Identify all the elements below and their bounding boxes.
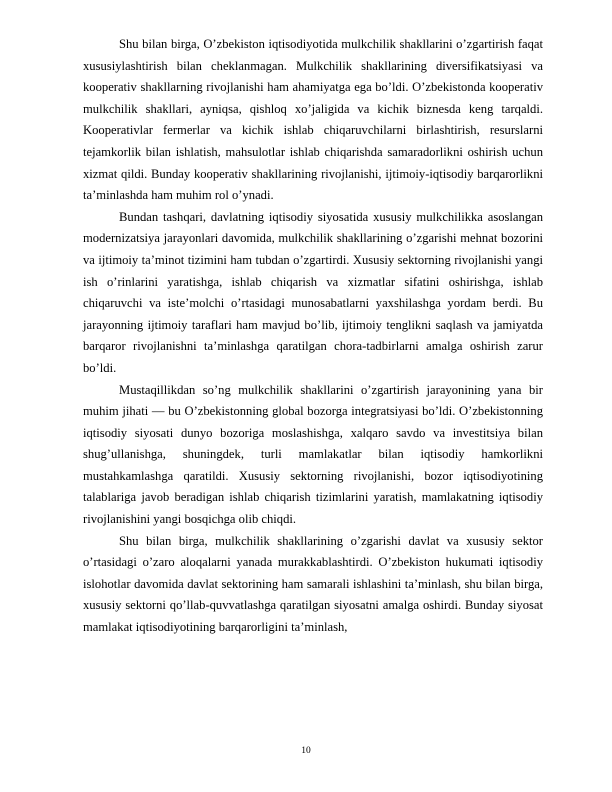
paragraph-3: Mustaqillikdan so’ng mulkchilik shakllarini o’zgartirish jarayonining yana bir muhim jihati — bu O’zbekistonning global bozorga integratsiyasi bo’ldi. O’zbekistonning iqtisodiy siyosati dunyo bozoriga moslashishga, xalqaro savdo va investitsiya bilan shug’ullanishga, shuningdek, turli mamlakatlar bilan iqtisodiy hamkorlikni mustahkamlashga qaratildi. Xususiy sektorning rivojlanishi, bozor iqtisodiyotining talablariga javob beradigan ishlab chiqarish tizimlarini yaratish, mamlakatning iqtisodiy rivojlanishini yangi bosqichga olib chiqdi. [83, 382, 543, 527]
page-number: 10 [301, 746, 311, 756]
paragraph-4: Shu bilan birga, mulkchilik shakllarining o’zgarishi davlat va xususiy sektor o’rtasidagi o’zaro aloqalarni yanada murakkablashtirdi. O’zbekiston hukumati iqtisodiy islohotlar davomida davlat sektorining ham samarali ishlashini ta’minlash, shu bilan birga, xususiy sektorni qo’llab-quvvatlashga qaratilgan siyosatni amalga oshirdi. Bunday siyosat mamlakat iqtisodiyotining barqarorligini ta’minlash, [83, 533, 543, 635]
paragraph-2: Bundan tashqari, davlatning iqtisodiy siyosatida xususiy mulkchilikka asoslangan modernizatsiya jarayonlari davomida, mulkchilik shakllarining o’zgarishi mehnat bozorini va ijtimoiy ta’minot tizimini ham tubdan o’zgartirdi. Xususiy sektorning rivojlanishi yangi ish o’rinlarini yaratishga, ishlab chiqarish va xizmatlar sifatini oshirishga, ishlab chiqaruvchi va iste’molchi o’rtasidagi munosabatlarni yaxshilashga yordam berdi. Bu jarayonning ijtimoiy taraflari ham mavjud bo’lib, ijtimoiy tenglikni saqlash va jamiyatda barqaror rivojlanishni ta’minlashga qaratilgan chora-tadbirlarni amalga oshirish zarur bo’ldi. [83, 209, 543, 375]
paragraph-1: Shu bilan birga, O’zbekiston iqtisodiyotida mulkchilik shakllarini o’zgartirish faqat xususiylashtirish bilan cheklanmagan. Mulkchilik shakllarining diversifikatsiyasi va kooperativ shakllarning rivojlanishi ham ahamiyatga ega bo’ldi. O’zbekistonda kooperativ mulkchilik shakllari, ayniqsa, qishloq xo’jaligida va kichik biznesda keng tarqaldi. Kooperativlar fermerlar va kichik ishlab chiqaruvchilarni birlashtirish, resurslarni tejamkorlik bilan ishlatish, mahsulotlar ishlab chiqarishda samaradorlikni oshirish uchun xizmat qildi. Bunday kooperativ shakllarining rivojlanishi, ijtimoiy-iqtisodiy barqarorlikni ta’minlashda ham muhim rol o’ynadi. [83, 37, 543, 203]
body-text [83, 34, 543, 639]
